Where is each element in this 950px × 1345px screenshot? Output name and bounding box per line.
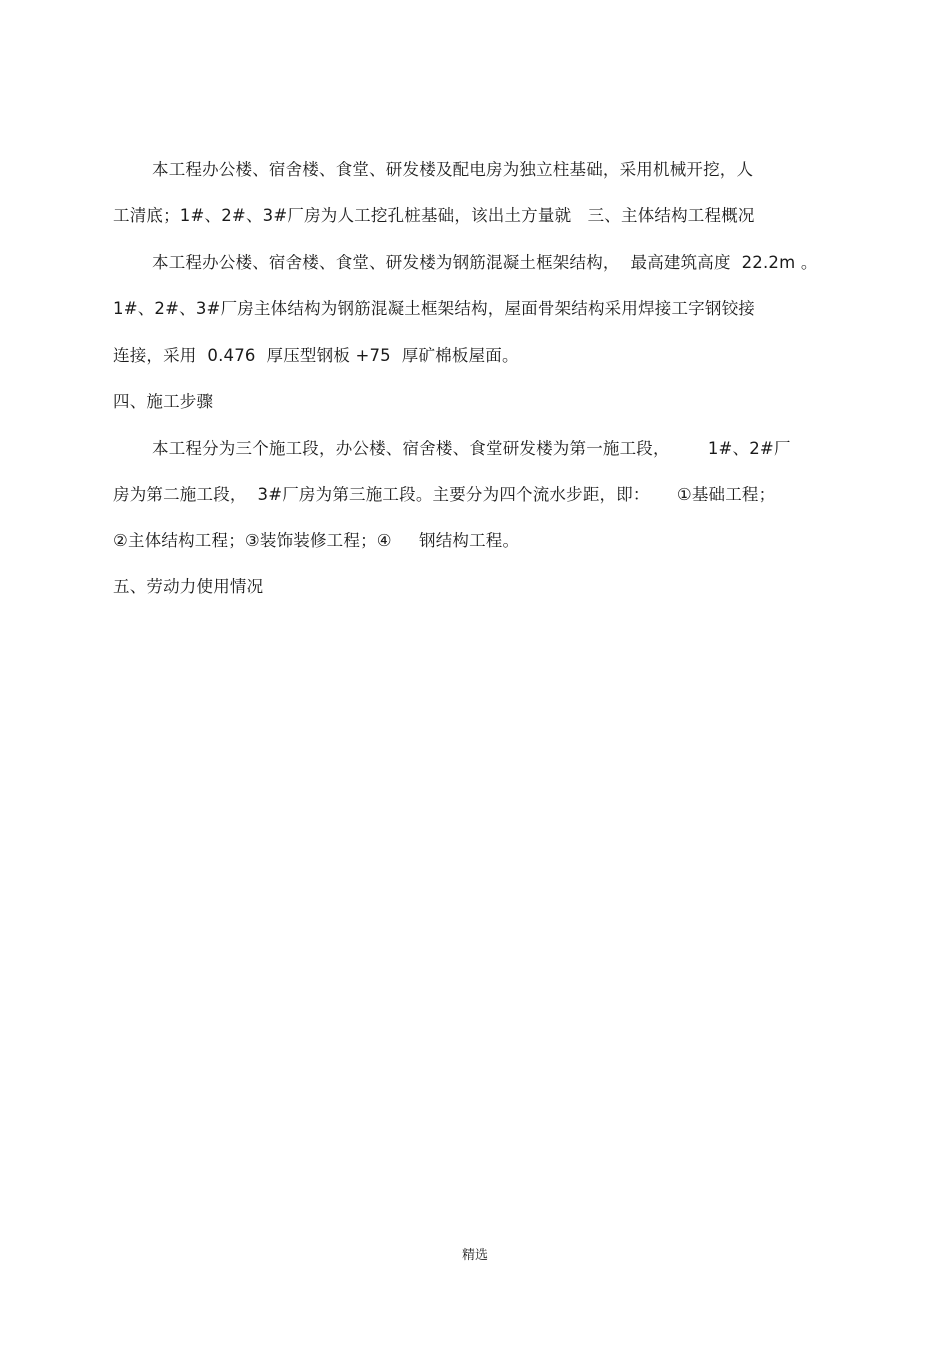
page-footer: 精选 — [461, 1248, 488, 1263]
paragraph-3-line-2: 房为第二施工段， 3#厂房为第三施工段。主要分为四个流水步距，即： ①基础工程； — [113, 485, 776, 504]
paragraph-1-line-1: 本工程办公楼、宿舍楼、食堂、研发楼及配电房为独立柱基础，采用机械开挖，人 — [152, 160, 754, 179]
paragraph-1-line-2: 工清底；1#、2#、3#厂房为人工挖孔桩基础，该出土方量就 三、主体结构工程概况 — [113, 206, 755, 225]
paragraph-3-line-3: ②主体结构工程；③装饰装修工程；④ 钢结构工程。 — [113, 531, 520, 550]
paragraph-3-line-1: 本工程分为三个施工段，办公楼、宿舍楼、食堂研发楼为第一施工段， 1#、2#厂 — [152, 439, 791, 458]
section-heading-construction-steps: 四、施工步骤 — [113, 392, 214, 411]
paragraph-2-line-2: 1#、2#、3#厂房主体结构为钢筋混凝土框架结构，屋面骨架结构采用焊接工字钢铰接 — [113, 299, 755, 318]
paragraph-2-line-1: 本工程办公楼、宿舍楼、食堂、研发楼为钢筋混凝土框架结构， 最高建筑高度 22.2m 。 — [152, 253, 818, 272]
section-heading-labor-usage: 五、劳动力使用情况 — [113, 577, 264, 596]
paragraph-2-line-3: 连接，采用 0.476 厚压型钢板 +75 厚矿棉板屋面。 — [113, 346, 519, 365]
